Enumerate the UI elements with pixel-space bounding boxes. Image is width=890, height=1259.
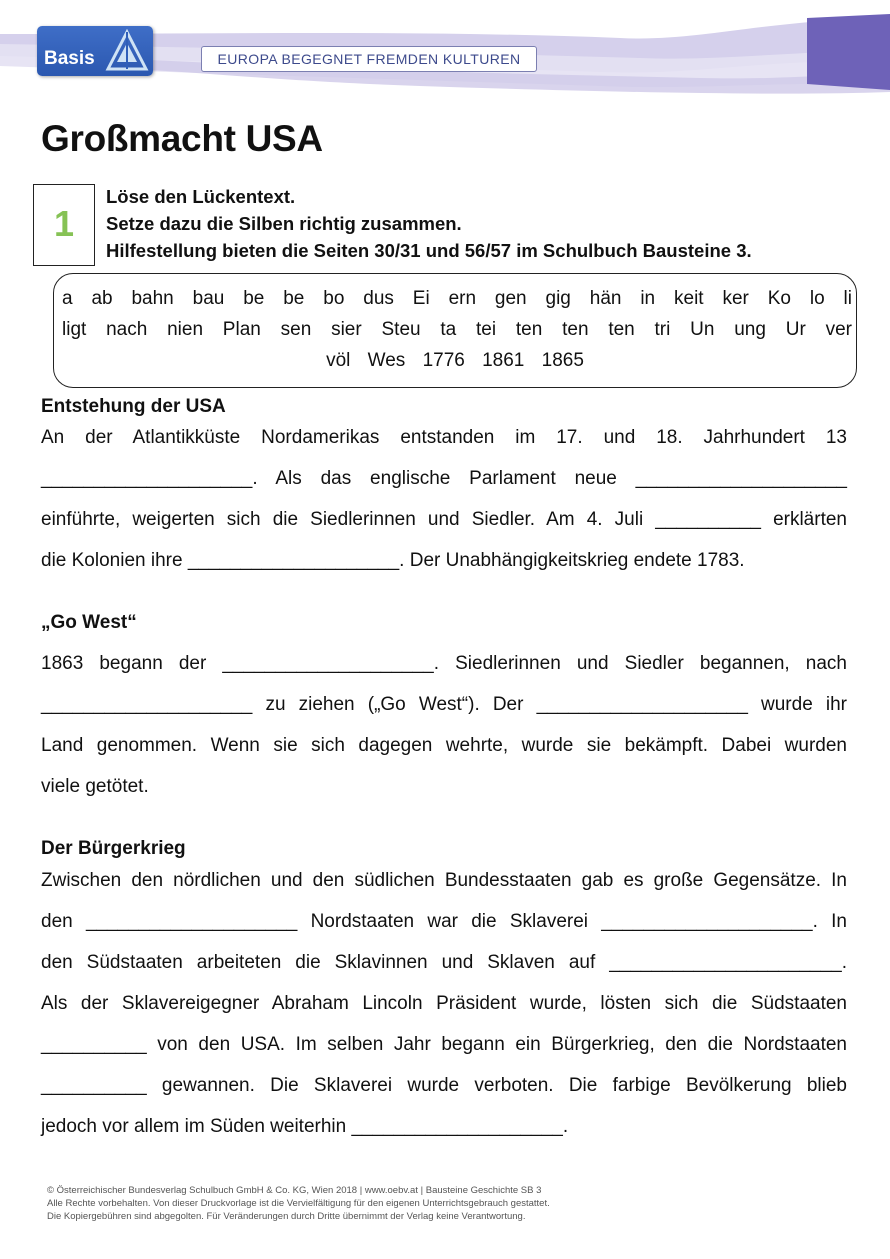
text-line: __________ von den USA. Im selben Jahr begann ein Bürgerkrieg, den die Nordstaaten <box>41 1034 847 1055</box>
section-heading: „Go West“ <box>41 612 137 633</box>
page-title: Großmacht USA <box>41 118 323 159</box>
text-line: einführte, weigerten sich die Siedlerinnen und Siedler. Am 4. Juli __________ erklärten <box>41 509 847 530</box>
syllable-line: ligt nach nien Plan sen sier Steu ta tei ten ten ten tri Un ung Ur ver <box>62 319 852 340</box>
corner-tab-shape <box>807 14 890 90</box>
section-heading: Entstehung der USA <box>41 396 226 417</box>
footer-text: © Österreichischer Bundesverlag Schulbuch GmbH & Co. KG, Wien 2018 | <box>47 1185 365 1196</box>
text-line: ____________________ zu ziehen („Go West“). Der ____________________ wurde ihr <box>41 694 847 715</box>
text-line: Zwischen den nördlichen und den südlichen Bundesstaaten gab es große Gegensätze. In <box>41 870 847 891</box>
text-line: den Südstaaten arbeiteten die Sklavinnen und Sklaven auf ______________________. <box>41 952 847 973</box>
series-title: EUROPA BEGEGNET FREMDEN KULTUREN <box>201 46 537 72</box>
text-line: ____________________. Als das englische Parlament neue ____________________ <box>41 468 847 489</box>
triangle-logo-icon <box>105 29 149 73</box>
syllable-line: a ab bahn bau be be bo dus Ei ern gen gig hän in keit ker Ko lo li <box>62 288 852 309</box>
text-line: Als der Sklavereigegner Abraham Lincoln Präsident wurde, lösten sich die Südstaaten <box>41 993 847 1014</box>
text-line: Land genommen. Wenn sie sich dagegen wehrte, wurde sie bekämpft. Dabei wurden <box>41 735 847 756</box>
basis-logo <box>37 26 153 76</box>
footer-fees: Die Kopiergebühren sind abgegolten. Für Veränderungen durch Dritte übernimmt der Verlag keine Verantwortung. <box>47 1211 526 1222</box>
instruction-line: Löse den Lückentext. <box>106 186 296 207</box>
logo-text: Basis <box>44 48 95 69</box>
text-line: jedoch vor allem im Süden weiterhin ____________________. <box>41 1116 569 1137</box>
syllable-line: völ Wes 1776 1861 1865 <box>326 350 584 371</box>
section-heading: Der Bürgerkrieg <box>41 838 186 859</box>
instruction-line: Hilfestellung bieten die Seiten 30/31 und 56/57 im Schulbuch Bausteine 3. <box>106 240 752 261</box>
syllable-box <box>53 273 857 388</box>
footer-rights: Alle Rechte vorbehalten. Von dieser Druckvorlage ist die Vervielfältigung für den eigenen Unterrichtsgebrauch gestattet. <box>47 1198 550 1209</box>
task-number: 1 <box>53 203 75 244</box>
text-line: An der Atlantikküste Nordamerikas entstanden im 17. und 18. Jahrhundert 13 <box>41 427 847 448</box>
text-line: __________ gewannen. Die Sklaverei wurde verboten. Die farbige Bevölkerung blieb <box>41 1075 847 1096</box>
text-line: viele getötet. <box>41 776 149 797</box>
footer-copyright <box>47 1185 541 1196</box>
text-line: 1863 begann der ____________________. Siedlerinnen und Siedler begannen, nach <box>41 653 847 674</box>
footer-text: | Bausteine Geschichte SB 3 <box>417 1185 542 1196</box>
task-number-box <box>33 184 95 266</box>
instruction-line: Setze dazu die Silben richtig zusammen. <box>106 213 462 234</box>
text-line: die Kolonien ihre ____________________. Der Unabhängigkeitskrieg endete 1783. <box>41 550 745 571</box>
publisher-link[interactable]: www.oebv.at <box>364 1185 418 1196</box>
text-line: den ____________________ Nordstaaten war die Sklaverei ____________________. In <box>41 911 847 932</box>
